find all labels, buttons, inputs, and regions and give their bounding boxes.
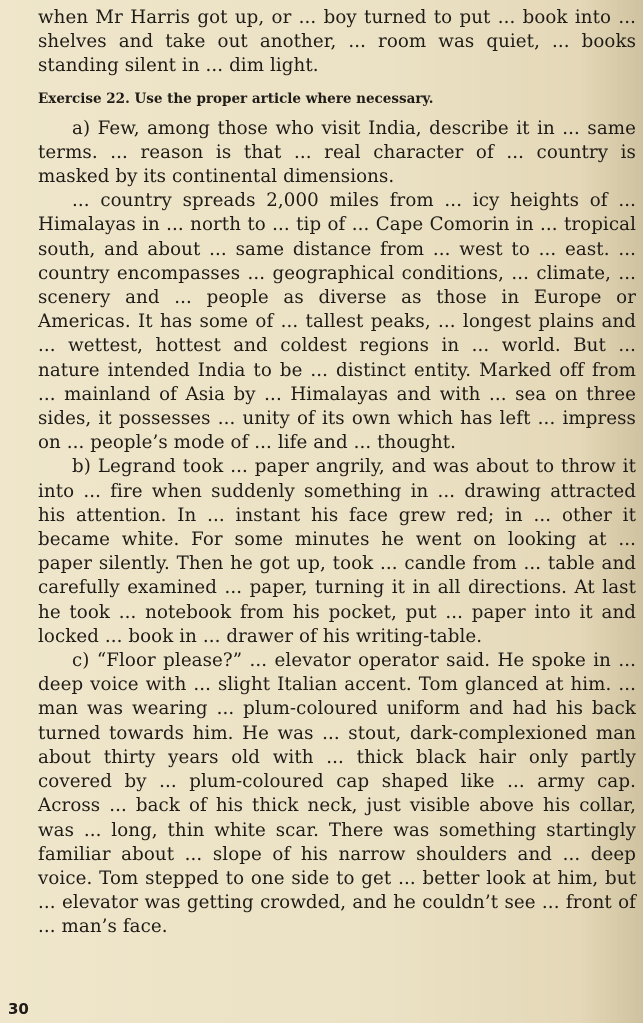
section-a-paragraph-2: ... country spreads 2,000 miles from ... icy heights of ... Himalayas in ... north to ... tip of ... Cape Comorin in ... tropical south, and about ... same distance from ... west to ... east. ... country encompasses ... geographical conditions, ... climate, ... scenery and ... people as diverse as those in Europe or Americas. It has some of ... tallest peaks, ... longest plains and ... wettest, hottest and coldest regions in ... world. But ... nature intended India to be ... distinct entity. Marked off from ... mainland of Asia by ... Himalayas and with ... sea on three sides, it possesses ... unity of its own which has left ... impress on ... people’s mode of ... life and ... thought. — [38, 190, 636, 454]
page-number: 30 — [8, 1000, 29, 1018]
section-a-paragraph-1: a) Few, among those who visit India, describe it in ... same terms. ... reason is that ... real character of ... country is masked by its continental dimensions. — [38, 117, 636, 188]
section-c-paragraph: c) “Floor please?” ... elevator operator said. He spoke in ... deep voice with ... slight Italian accent. Tom glanced at him. ... man was wearing ... plum-coloured uniform and had his back turned towards him. He was ... stout, dark-complexioned man about thirty years old with ... thick black hair only partly covered by ... plum-coloured cap shaped like ... army cap. Across ... back of his thick neck, just visible above his collar, was ... long, thin white scar. There was something startingly familiar about ... slope of his narrow shoulders and ... deep voice. Tom stepped to one side to get ... better look at him, but ... elevator was getting crowded, and he couldn’t see ... front of ... man’s face. — [38, 650, 636, 938]
exercise-title: Exercise 22. Use the proper article where necessary. — [38, 90, 434, 107]
section-b-paragraph: b) Legrand took ... paper angrily, and was about to throw it into ... fire when suddenly something in ... drawing attracted his attention. In ... instant his face grew red; in ... other it became white. For some minutes he went on looking at ... paper silently. Then he got up, took ... candle from ... table and carefully examined ... paper, turning it in all directions. At last he took ... notebook from his pocket, put ... paper into it and locked ... book in ... drawer of his writing-table. — [38, 456, 636, 647]
text-column — [38, 6, 636, 940]
intro-paragraph: when Mr Harris got up, or ... boy turned to put ... book into ... shelves and take out another, ... room was quiet, ... books standing silent in ... dim light. — [38, 7, 636, 77]
